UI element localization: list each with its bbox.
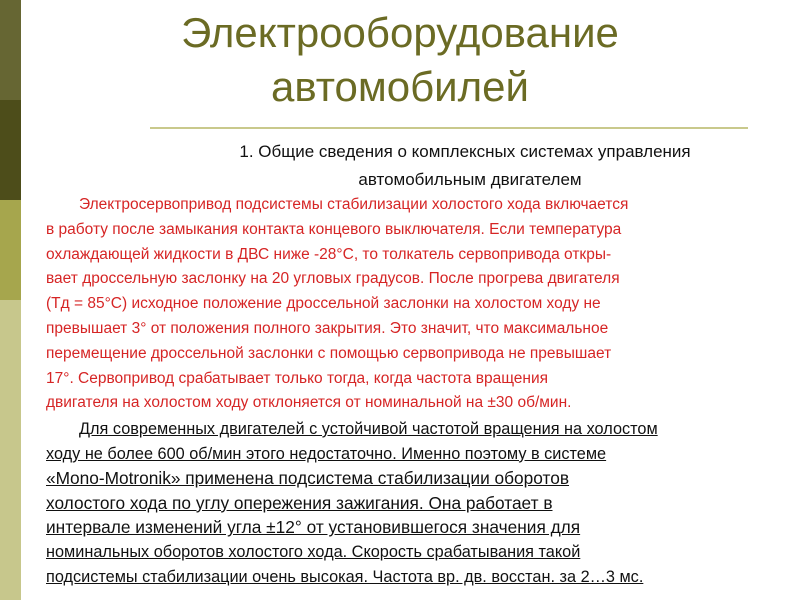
sidebar-decoration <box>0 0 21 600</box>
paragraph-line: вает дроссельную заслонку на 20 угловых градусов. После прогрева двигателя <box>46 270 620 288</box>
sidebar-band-1 <box>0 0 21 100</box>
paragraph-line: перемещение дроссельной заслонки с помощью сервопривода не превышает <box>46 344 612 362</box>
section-heading <box>100 138 770 194</box>
slide-title <box>100 6 700 114</box>
paragraph-line: Для современных двигателей с устойчивой частотой вращения на холостом <box>79 420 658 438</box>
paragraph-line: номинальных оборотов холостого хода. Скорость срабатывания такой <box>46 542 581 561</box>
section-heading-line-2: автомобильным двигателем <box>358 170 582 189</box>
paragraph-line: интервале изменений угла ±12° от установившегося значения для <box>46 517 581 538</box>
title-divider <box>150 127 748 129</box>
paragraph-line: двигателя на холостом ходу отклоняется от номинальной на ±30 об/мин. <box>46 394 572 412</box>
sidebar-band-4 <box>0 300 21 600</box>
paragraph-mono-motronik <box>46 417 791 589</box>
sidebar-band-2 <box>0 100 21 200</box>
paragraph-line: 17°. Сервопривод срабатывает только тогда, когда частота вращения <box>46 369 549 387</box>
sidebar-band-3 <box>0 200 21 300</box>
paragraph-servo-drive <box>46 193 791 416</box>
paragraph-line: подсистемы стабилизации очень высокая. Частота вр. дв. восстан. за 2…3 мс. <box>46 567 644 586</box>
paragraph-line: Электросервопривод подсистемы стабилизации холостого хода включается <box>79 196 629 213</box>
paragraph-line: охлаждающей жидкости в ДВС ниже -28°С, то толкатель сервопривода откры- <box>46 245 612 263</box>
section-heading-line-1: 1. Общие сведения о комплексных системах управления <box>239 142 691 161</box>
paragraph-line: холостого хода по углу опережения зажигания. Она работает в <box>46 492 553 513</box>
paragraph-line: «Mono-Motronik» применена подсистема стабилизации оборотов <box>46 468 570 489</box>
paragraph-line: превышает 3° от положения полного закрытия. Это значит, что максимальное <box>46 319 609 337</box>
paragraph-line: ходу не более 600 об/мин этого недостаточно. Именно поэтому в системе <box>46 444 607 463</box>
slide-title-line-1: Электрооборудование <box>181 9 619 56</box>
paragraph-line: (Тд = 85°С) исходное положение дроссельной заслонки на холостом ходу не <box>46 295 601 313</box>
slide-title-line-2: автомобилей <box>271 63 529 110</box>
paragraph-line: в работу после замыкания контакта концевого выключателя. Если температура <box>46 220 622 238</box>
